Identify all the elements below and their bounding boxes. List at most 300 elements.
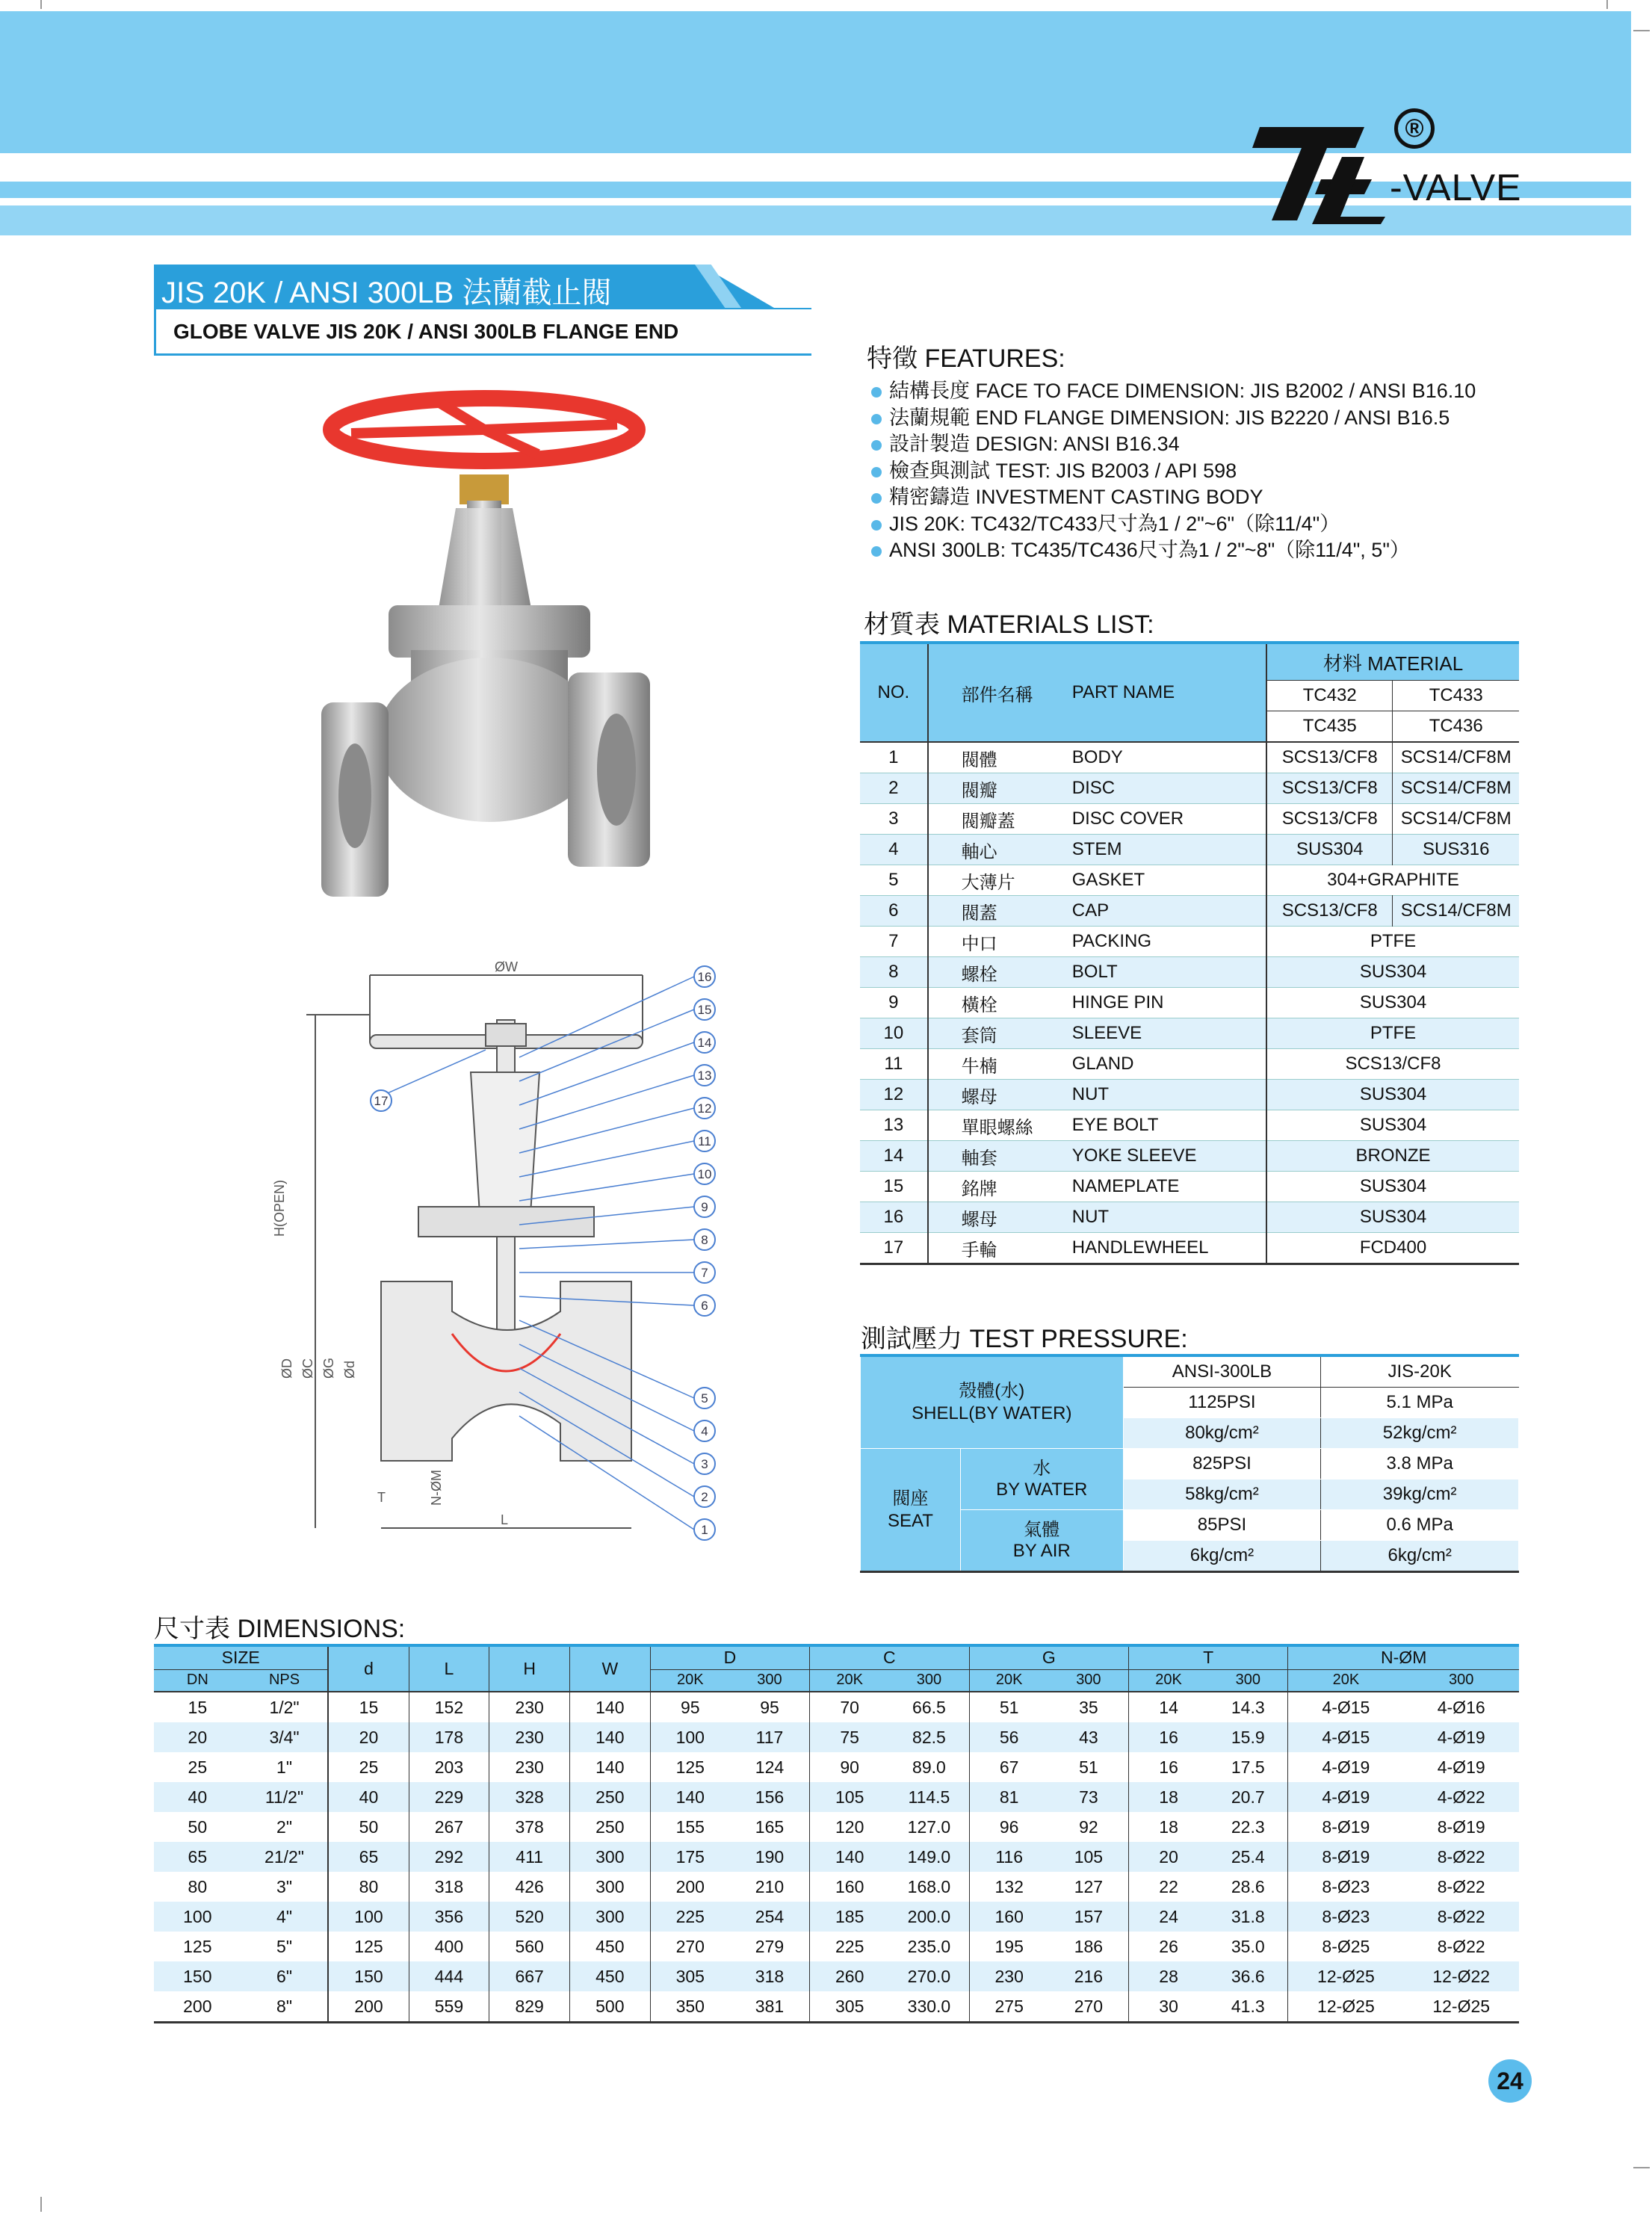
- table-cell: 100: [328, 1902, 409, 1932]
- table-cell: 11/2": [241, 1782, 329, 1812]
- col-C: C: [810, 1645, 969, 1669]
- air-jis-kg: 6kg/cm²: [1321, 1541, 1519, 1572]
- brand-name: -VALVE: [1390, 167, 1522, 208]
- table-row: [860, 957, 1519, 988]
- table-cell: SLEEVE: [1057, 1018, 1266, 1049]
- model-tc435: TC435: [1266, 711, 1393, 743]
- table-cell: 4-Ø19: [1288, 1752, 1404, 1782]
- table-cell: 2: [860, 773, 928, 804]
- callout-number: 16: [697, 970, 712, 984]
- table-cell: 9: [860, 988, 928, 1018]
- table-cell: 43: [1049, 1722, 1129, 1752]
- table-cell: 1/2": [269, 1697, 300, 1717]
- col-h: H: [489, 1645, 570, 1692]
- callout-number: 10: [697, 1167, 712, 1181]
- table-cell: 81: [969, 1782, 1049, 1812]
- table-row: [154, 1782, 1519, 1812]
- table-cell: 160: [969, 1902, 1049, 1932]
- table-cell: 210: [755, 1876, 785, 1896]
- table-cell: 318: [730, 1961, 810, 1991]
- table-cell: 4": [241, 1902, 329, 1932]
- col-part-en: PART NAME: [1057, 643, 1266, 742]
- table-cell: 22.3: [1231, 1816, 1265, 1837]
- dim-label-l: L: [501, 1512, 509, 1527]
- table-cell: 24: [1128, 1902, 1208, 1932]
- dim-label-t: T: [377, 1490, 386, 1505]
- table-cell: 20.7: [1208, 1782, 1288, 1812]
- table-cell: 450: [569, 1961, 650, 1991]
- table-row: [154, 1692, 1519, 1722]
- table-cell: 305: [650, 1961, 730, 1991]
- table-cell: 35.0: [1231, 1936, 1265, 1956]
- table-cell: 11: [860, 1049, 928, 1080]
- table-row: [154, 1902, 1519, 1932]
- table-cell: GASKET: [1057, 865, 1266, 896]
- table-cell: 6": [241, 1961, 329, 1991]
- table-cell: 手輪: [928, 1233, 1057, 1264]
- callout-number: 3: [701, 1457, 708, 1471]
- callout-number: 2: [701, 1490, 708, 1504]
- table-row: [154, 1991, 1519, 2023]
- table-cell: SUS316: [1393, 835, 1519, 865]
- table-cell: 17: [860, 1233, 928, 1264]
- dim-label-d: ØD: [279, 1358, 294, 1379]
- table-cell: 328: [489, 1782, 570, 1812]
- table-cell: 中口: [928, 927, 1057, 957]
- table-row: [860, 865, 1519, 896]
- table-cell: 378: [489, 1812, 570, 1842]
- table-cell: 82.5: [889, 1722, 969, 1752]
- valve-cross-section-drawing: [262, 960, 725, 1543]
- table-cell: 25: [328, 1752, 409, 1782]
- table-cell: EYE BOLT: [1057, 1110, 1266, 1141]
- table-cell: 140: [569, 1722, 650, 1752]
- table-cell: 36.6: [1208, 1961, 1288, 1991]
- table-cell: 30: [1128, 1991, 1208, 2023]
- table-cell: SUS304: [1266, 957, 1519, 988]
- shell-label-cn: 殼體(水): [959, 1381, 1025, 1401]
- dimensions-heading: 尺寸表 DIMENSIONS:: [154, 1615, 406, 1643]
- table-cell: 20: [154, 1722, 241, 1752]
- table-cell: 157: [1049, 1902, 1129, 1932]
- table-row: [154, 1961, 1519, 1991]
- feature-item: 結構長度 FACE TO FACE DIMENSION: JIS B2002 / ANSI B16.10: [868, 378, 1476, 405]
- registered-mark: ®: [1394, 108, 1435, 149]
- air-ansi-psi: 85PSI: [1123, 1510, 1321, 1541]
- table-cell: 105: [810, 1782, 890, 1812]
- table-cell: 140: [569, 1692, 650, 1722]
- table-cell: PTFE: [1266, 1018, 1519, 1049]
- table-cell: 520: [489, 1902, 570, 1932]
- table-cell: SUS304: [1266, 835, 1393, 865]
- col-l: L: [409, 1645, 489, 1692]
- table-cell: PACKING: [1057, 927, 1266, 957]
- table-cell: 51: [969, 1692, 1049, 1722]
- table-cell: 89.0: [912, 1757, 946, 1777]
- table-cell: 閥體: [928, 742, 1057, 773]
- table-row: [154, 1812, 1519, 1842]
- table-cell: 185: [810, 1902, 890, 1932]
- table-cell: 8-Ø22: [1403, 1842, 1519, 1872]
- table-cell: SCS13/CF8: [1266, 1049, 1519, 1080]
- table-row: [860, 1202, 1519, 1233]
- table-cell: 40: [154, 1782, 241, 1812]
- table-cell: 411: [489, 1842, 570, 1872]
- table-cell: 3/4": [241, 1722, 329, 1752]
- table-cell: 90: [810, 1752, 890, 1782]
- table-cell: 178: [409, 1722, 489, 1752]
- table-cell: 15: [860, 1172, 928, 1202]
- table-cell: SCS13/CF8: [1266, 804, 1393, 835]
- table-cell: 4-Ø16: [1437, 1697, 1485, 1717]
- table-cell: 1: [860, 742, 928, 773]
- col-20k: 20K: [810, 1669, 890, 1692]
- shell-label-en: SHELL(BY WATER): [912, 1403, 1072, 1423]
- table-cell: 3: [860, 804, 928, 835]
- shell-jis-mpa: 5.1 MPa: [1321, 1388, 1519, 1418]
- table-cell: 400: [409, 1932, 489, 1961]
- table-cell: SUS304: [1266, 1202, 1519, 1233]
- table-cell: 152: [409, 1692, 489, 1722]
- table-cell: 軸心: [928, 835, 1057, 865]
- table-cell: 260: [810, 1961, 890, 1991]
- table-cell: 305: [810, 1991, 890, 2023]
- col-d-small: d: [328, 1645, 409, 1692]
- table-cell: 667: [489, 1961, 570, 1991]
- table-cell: SCS14/CF8M: [1393, 896, 1519, 927]
- crop-mark: [1606, 0, 1608, 9]
- table-cell: 200: [328, 1991, 409, 2023]
- callout-number: 11: [698, 1134, 711, 1148]
- table-cell: 156: [730, 1782, 810, 1812]
- table-cell: 12-Ø25: [1432, 1996, 1491, 2016]
- table-cell: HANDLEWHEEL: [1057, 1233, 1266, 1264]
- table-row: [860, 835, 1519, 865]
- table-cell: 127: [1074, 1876, 1104, 1896]
- table-cell: 4: [860, 835, 928, 865]
- table-cell: 12-Ø22: [1403, 1961, 1519, 1991]
- table-cell: 50: [188, 1816, 208, 1837]
- table-cell: PTFE: [1266, 927, 1519, 957]
- seat-label-en: SEAT: [887, 1510, 933, 1531]
- table-cell: 250: [569, 1782, 650, 1812]
- table-cell: 65: [328, 1842, 409, 1872]
- table-row: [860, 896, 1519, 927]
- dim-label-c: ØC: [300, 1358, 315, 1379]
- table-cell: 螺母: [928, 1080, 1057, 1110]
- callout-number: 13: [697, 1069, 712, 1083]
- callout-number: 5: [701, 1391, 708, 1406]
- table-row: [860, 1049, 1519, 1080]
- col-size: SIZE: [154, 1645, 328, 1669]
- table-cell: BODY: [1057, 742, 1266, 773]
- table-row: [154, 1842, 1519, 1872]
- table-row: [860, 927, 1519, 957]
- table-cell: 200: [650, 1872, 730, 1902]
- table-cell: DISC COVER: [1057, 804, 1266, 835]
- table-cell: 300: [569, 1902, 650, 1932]
- table-cell: 8": [276, 1996, 292, 2016]
- table-cell: 560: [489, 1932, 570, 1961]
- table-cell: 155: [650, 1812, 730, 1842]
- table-cell: SCS14/CF8M: [1393, 773, 1519, 804]
- table-cell: SUS304: [1266, 1080, 1519, 1110]
- table-cell: 4-Ø19: [1437, 1757, 1485, 1777]
- feature-item: 檢查與測試 TEST: JIS B2003 / API 598: [868, 458, 1476, 485]
- callout-leader: [519, 1042, 694, 1105]
- water-label-cn: 水: [1033, 1458, 1051, 1479]
- table-cell: 114.5: [889, 1782, 969, 1812]
- dim-label-g: ØG: [321, 1357, 336, 1379]
- table-cell: 230: [489, 1722, 570, 1752]
- table-cell: 116: [969, 1842, 1049, 1872]
- table-cell: 275: [969, 1991, 1049, 2023]
- table-cell: 117: [730, 1722, 810, 1752]
- table-cell: 149.0: [889, 1842, 969, 1872]
- table-cell: 8-Ø19: [1288, 1812, 1404, 1842]
- table-cell: 195: [969, 1932, 1049, 1961]
- crop-mark: [40, 0, 42, 9]
- table-cell: 254: [730, 1902, 810, 1932]
- table-cell: 20: [328, 1722, 409, 1752]
- table-cell: BRONZE: [1266, 1141, 1519, 1172]
- table-cell: 230: [969, 1961, 1049, 1991]
- table-cell: 125: [183, 1936, 212, 1956]
- table-cell: 26: [1128, 1932, 1208, 1961]
- features-list: [868, 378, 1476, 564]
- table-cell: 28.6: [1231, 1876, 1265, 1896]
- table-cell: 124: [755, 1757, 785, 1777]
- table-cell: 14: [860, 1141, 928, 1172]
- crop-mark: [1633, 30, 1650, 31]
- callout-number: 7: [701, 1266, 708, 1280]
- table-cell: 閥瓣蓋: [928, 804, 1057, 835]
- table-cell: 73: [1049, 1782, 1129, 1812]
- feature-item: 設計製造 DESIGN: ANSI B16.34: [868, 431, 1476, 458]
- table-cell: 銘牌: [928, 1172, 1057, 1202]
- valve-photo: [321, 389, 665, 904]
- table-cell: 14.3: [1231, 1697, 1265, 1717]
- table-cell: 4-Ø15: [1288, 1692, 1404, 1722]
- table-cell: SUS304: [1266, 988, 1519, 1018]
- table-cell: NUT: [1057, 1202, 1266, 1233]
- callout-number: 6: [701, 1299, 708, 1313]
- table-cell: 100: [154, 1902, 241, 1932]
- table-cell: 65: [154, 1842, 241, 1872]
- table-cell: 225: [810, 1932, 890, 1961]
- model-tc433: TC433: [1393, 681, 1519, 711]
- table-cell: 50: [328, 1812, 409, 1842]
- table-cell: 186: [1074, 1936, 1104, 1956]
- table-cell: 8-Ø23: [1288, 1872, 1404, 1902]
- table-cell: 2": [276, 1816, 292, 1837]
- table-cell: 66.5: [912, 1697, 946, 1717]
- table-cell: YOKE SLEEVE: [1057, 1141, 1266, 1172]
- table-cell: 套筒: [928, 1018, 1057, 1049]
- table-cell: 350: [650, 1991, 730, 2023]
- test-pressure-table: [860, 1354, 1519, 1573]
- callout-number: 8: [701, 1233, 708, 1247]
- dim-label-dd: Ød: [342, 1360, 357, 1379]
- table-row: [860, 1172, 1519, 1202]
- table-cell: 螺母: [928, 1202, 1057, 1233]
- air-label-en: BY AIR: [1012, 1540, 1071, 1561]
- table-cell: 8-Ø25: [1288, 1932, 1404, 1961]
- table-row: [860, 804, 1519, 835]
- table-cell: 216: [1049, 1961, 1129, 1991]
- table-cell: 318: [409, 1872, 489, 1902]
- table-cell: 21/2": [241, 1842, 329, 1872]
- table-cell: 381: [755, 1996, 785, 2016]
- air-ansi-kg: 6kg/cm²: [1123, 1541, 1321, 1572]
- col-T: T: [1128, 1645, 1287, 1669]
- feature-item: ANSI 300LB: TC435/TC436尺寸為1 / 2"~8"（除11/4", 5"）: [868, 537, 1476, 564]
- callout-number: 17: [374, 1094, 389, 1108]
- seat-label-cn: 閥座: [892, 1488, 929, 1509]
- table-cell: 230: [489, 1752, 570, 1782]
- table-cell: 12: [860, 1080, 928, 1110]
- col-material: 材料 MATERIAL: [1266, 643, 1519, 681]
- brand-logo-icon: [1252, 120, 1402, 224]
- table-cell: 8-Ø19: [1288, 1842, 1404, 1872]
- water-ansi-kg: 58kg/cm²: [1123, 1479, 1321, 1510]
- table-cell: 127.0: [907, 1816, 951, 1837]
- callout-leader: [519, 1240, 694, 1249]
- table-cell: 4-Ø19: [1403, 1722, 1519, 1752]
- table-cell: NUT: [1057, 1080, 1266, 1110]
- table-cell: 1": [276, 1757, 292, 1777]
- table-cell: 356: [409, 1902, 489, 1932]
- table-cell: 8-Ø22: [1437, 1936, 1485, 1956]
- materials-table: [860, 641, 1519, 1265]
- table-cell: 140: [810, 1842, 890, 1872]
- col-20k: 20K: [1288, 1669, 1404, 1692]
- col-20k: 20K: [1128, 1669, 1208, 1692]
- table-cell: 426: [489, 1872, 570, 1902]
- callout-number: 12: [697, 1101, 712, 1116]
- table-cell: 95: [760, 1697, 779, 1717]
- table-cell: 229: [409, 1782, 489, 1812]
- col-D: D: [650, 1645, 809, 1669]
- table-cell: 12-Ø25: [1288, 1961, 1404, 1991]
- table-cell: 190: [730, 1842, 810, 1872]
- table-cell: 444: [409, 1961, 489, 1991]
- crop-mark: [1633, 2167, 1650, 2168]
- table-cell: 8-Ø22: [1437, 1876, 1485, 1896]
- callout-number: 14: [697, 1036, 712, 1050]
- table-cell: 140: [650, 1782, 730, 1812]
- col-part-cn: 部件名稱: [928, 643, 1057, 742]
- table-cell: 80: [188, 1876, 208, 1896]
- table-cell: CAP: [1057, 896, 1266, 927]
- table-cell: 螺栓: [928, 957, 1057, 988]
- col-nm: N-ØM: [1288, 1645, 1519, 1669]
- water-jis-kg: 39kg/cm²: [1321, 1479, 1519, 1510]
- table-cell: 125: [650, 1752, 730, 1782]
- col-ansi: ANSI-300LB: [1123, 1355, 1321, 1388]
- table-cell: 8-Ø22: [1403, 1902, 1519, 1932]
- table-cell: 150: [328, 1961, 409, 1991]
- table-cell: HINGE PIN: [1057, 988, 1266, 1018]
- table-cell: 13: [860, 1110, 928, 1141]
- table-row: [860, 1233, 1519, 1264]
- feature-item: 法蘭規範 END FLANGE DIMENSION: JIS B2220 / ANSI B16.5: [868, 405, 1476, 432]
- table-cell: 80: [328, 1872, 409, 1902]
- table-row: [154, 1752, 1519, 1782]
- model-tc436: TC436: [1393, 711, 1519, 743]
- table-cell: 140: [569, 1752, 650, 1782]
- table-row: [154, 1932, 1519, 1961]
- dimensions-table: [154, 1644, 1519, 2023]
- table-cell: STEM: [1057, 835, 1266, 865]
- air-jis-mpa: 0.6 MPa: [1321, 1510, 1519, 1541]
- table-cell: 4-Ø22: [1403, 1782, 1519, 1812]
- dim-label-nm: N-ØM: [429, 1470, 444, 1506]
- page-title: JIS 20K / ANSI 300LB 法蘭截止閥: [161, 276, 612, 309]
- table-cell: 41.3: [1231, 1996, 1265, 2016]
- table-cell: 15: [188, 1697, 208, 1717]
- table-cell: 250: [569, 1812, 650, 1842]
- shell-jis-kg: 52kg/cm²: [1321, 1418, 1519, 1449]
- table-cell: 168.0: [907, 1876, 951, 1896]
- water-ansi-psi: 825PSI: [1123, 1449, 1321, 1479]
- table-cell: 20: [1128, 1842, 1208, 1872]
- table-cell: 牛楠: [928, 1049, 1057, 1080]
- col-w: W: [569, 1645, 650, 1692]
- table-cell: 15.9: [1208, 1722, 1288, 1752]
- table-row: [154, 1722, 1519, 1752]
- table-cell: FCD400: [1266, 1233, 1519, 1264]
- table-cell: 279: [755, 1936, 785, 1956]
- table-cell: 292: [409, 1842, 489, 1872]
- test-pressure-heading: 測試壓力 TEST PRESSURE:: [861, 1325, 1188, 1353]
- table-cell: 8: [860, 957, 928, 988]
- table-cell: 12-Ø25: [1288, 1991, 1404, 2023]
- table-cell: 18: [1128, 1812, 1208, 1842]
- table-cell: 28: [1128, 1961, 1208, 1991]
- table-cell: 大薄片: [928, 865, 1057, 896]
- table-cell: 10: [860, 1018, 928, 1049]
- table-cell: 165: [755, 1816, 785, 1837]
- table-cell: 5": [276, 1936, 292, 1956]
- table-cell: 150: [154, 1961, 241, 1991]
- crop-mark: [40, 2197, 42, 2212]
- shell-ansi-kg: 80kg/cm²: [1123, 1418, 1321, 1449]
- table-row: [860, 1080, 1519, 1110]
- water-label: [960, 1449, 1123, 1510]
- table-cell: 6: [860, 896, 928, 927]
- table-cell: 15: [328, 1692, 409, 1722]
- table-cell: 559: [409, 1991, 489, 2023]
- table-cell: 300: [569, 1842, 650, 1872]
- table-cell: 203: [409, 1752, 489, 1782]
- page-subtitle: GLOBE VALVE JIS 20K / ANSI 300LB FLANGE END: [173, 320, 679, 343]
- col-20k: 20K: [650, 1669, 730, 1692]
- table-cell: 304+GRAPHITE: [1266, 865, 1519, 896]
- col-G: G: [969, 1645, 1128, 1669]
- water-jis-mpa: 3.8 MPa: [1321, 1449, 1519, 1479]
- table-cell: SCS14/CF8M: [1393, 742, 1519, 773]
- table-cell: 51: [1079, 1757, 1098, 1777]
- table-cell: 100: [650, 1722, 730, 1752]
- table-cell: 120: [810, 1812, 890, 1842]
- table-cell: SUS304: [1266, 1110, 1519, 1141]
- col-nps: NPS: [241, 1669, 329, 1692]
- features-heading: 特徵 FEATURES:: [867, 344, 1065, 373]
- table-cell: 96: [969, 1812, 1049, 1842]
- table-cell: 270: [1074, 1996, 1104, 2016]
- callout-leader: [519, 1174, 694, 1201]
